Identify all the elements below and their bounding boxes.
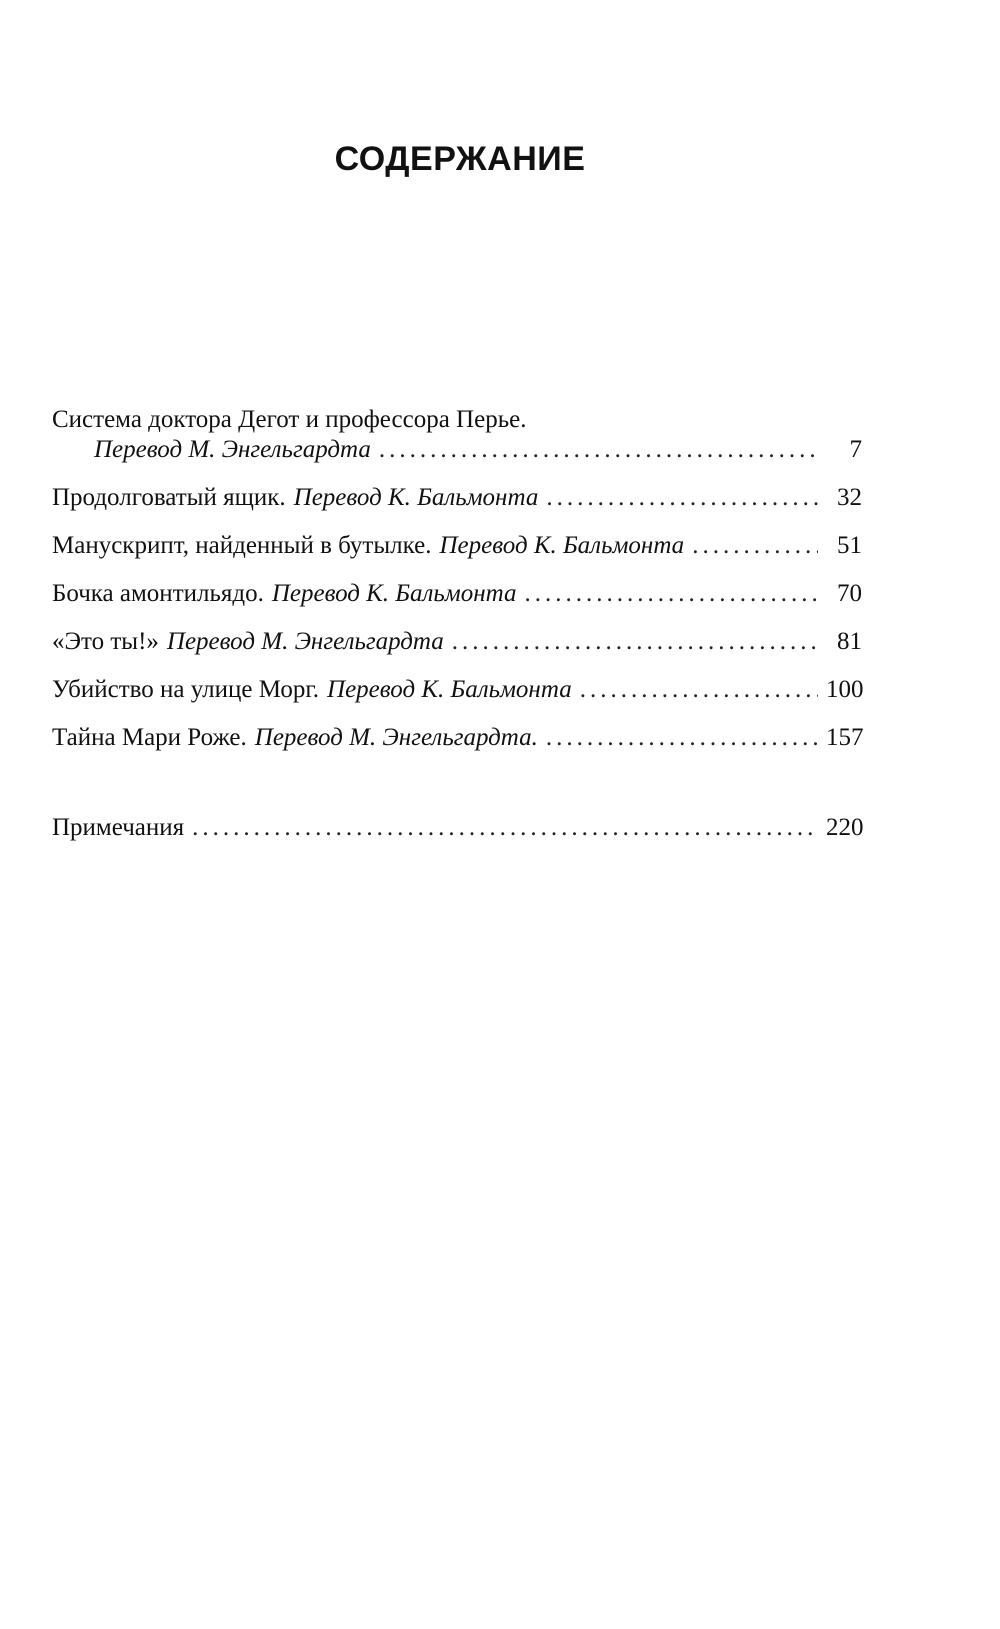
toc-notes-title: Примечания: [52, 814, 185, 841]
toc-entry-translator: Перевод М. Энгельгардта: [166, 628, 444, 655]
toc-entry-page: 81: [837, 628, 862, 655]
toc-entry-row: [52, 435, 862, 465]
toc-entry-page: 51: [837, 532, 862, 559]
toc-entry-row: [52, 627, 862, 657]
toc-entry-title: Манускрипт, найденный в бутылке.: [52, 532, 432, 559]
dot-leader: [452, 627, 818, 657]
dot-leader: [580, 675, 818, 705]
table-of-contents: [52, 405, 862, 861]
dot-leader: [692, 531, 818, 561]
toc-entry-title: Продолговатый ящик.: [52, 484, 286, 511]
toc-entry-translator: Перевод К. Бальмонта: [439, 532, 685, 559]
toc-entry-row: [52, 531, 862, 561]
toc-entry-translator: Перевод К. Бальмонта: [271, 580, 517, 607]
toc-entry-page: 100: [826, 676, 864, 703]
toc-entry-translator: Перевод М. Энгельгардта: [94, 436, 371, 463]
toc-entry-row: [52, 483, 862, 513]
toc-entry-title: Бочка амонтильядо.: [52, 580, 264, 607]
dot-leader: [379, 435, 818, 465]
toc-entry-title: Тайна Мари Роже.: [52, 724, 247, 751]
toc-entry-page: 32: [837, 484, 862, 511]
toc-entry: [52, 483, 862, 513]
toc-entry: [52, 627, 862, 657]
toc-entry-translator: Перевод М. Энгельгардта.: [254, 724, 538, 751]
toc-entry-translator: Перевод К. Бальмонта: [327, 676, 572, 703]
toc-entry: [52, 723, 862, 753]
dot-leader: [192, 813, 818, 843]
toc-entry-page: 157: [826, 724, 864, 751]
toc-entry-title: Убийство на улице Морг.: [52, 676, 320, 703]
page-title: СОДЕРЖАНИЕ: [334, 140, 586, 178]
toc-notes-entry: [52, 813, 862, 843]
toc-entry-row: [52, 675, 862, 705]
toc-entry-title: «Это ты!»: [52, 628, 159, 655]
toc-entry-row: [52, 579, 862, 609]
toc-entry: [52, 675, 862, 705]
toc-entry-title: Система доктора Дегот и профессора Перье.: [52, 406, 527, 433]
toc-entry: [52, 531, 862, 561]
toc-entry: [52, 579, 862, 609]
toc-notes-page: 220: [826, 814, 864, 841]
toc-entry-row: [52, 813, 862, 843]
dot-leader: [546, 483, 818, 513]
toc-entry-page: 7: [849, 436, 862, 463]
dot-leader: [546, 723, 818, 753]
toc-entry-row: [52, 723, 862, 753]
toc-entry: [52, 405, 862, 465]
toc-entry-translator: Перевод К. Бальмонта: [293, 484, 539, 511]
dot-leader: [525, 579, 818, 609]
toc-entry-page: 70: [837, 580, 862, 607]
